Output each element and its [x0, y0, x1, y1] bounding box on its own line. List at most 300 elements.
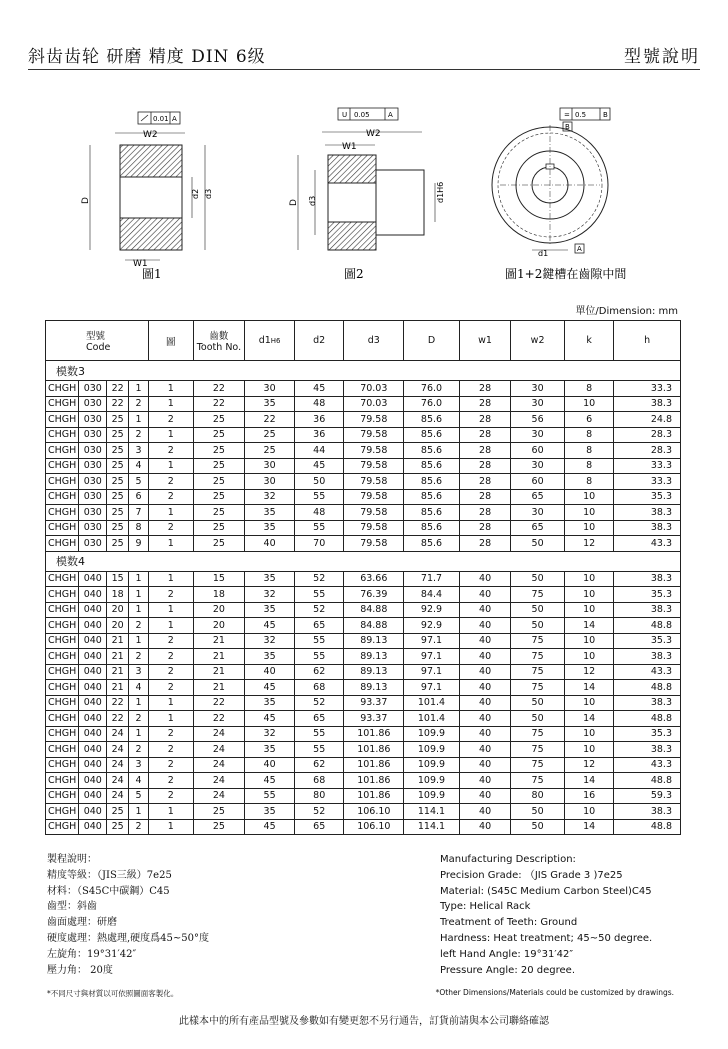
table-cell: 85.6	[404, 505, 460, 521]
table-cell: 14	[564, 819, 614, 835]
table-cell: 040	[79, 726, 107, 742]
description-en	[440, 852, 652, 978]
table-cell: 75	[511, 587, 565, 603]
table-cell: 32	[245, 726, 295, 742]
table-cell: 38.3	[614, 804, 681, 820]
table-cell: 60	[511, 443, 565, 459]
figure-1-label: 圖1	[142, 267, 162, 281]
table-cell: 24	[107, 757, 129, 773]
section-title: 模数4	[46, 551, 681, 571]
table-cell: 20	[107, 602, 129, 618]
table-cell: 1	[149, 458, 194, 474]
table-cell: 35.3	[614, 633, 681, 649]
table-row	[46, 804, 681, 820]
table-cell: 55	[245, 788, 295, 804]
table-cell: 1	[149, 618, 194, 634]
table-cell: 80	[294, 788, 344, 804]
table-cell: 40	[459, 680, 511, 696]
table-cell: 22	[107, 695, 129, 711]
table-cell: 50	[511, 695, 565, 711]
table-cell: 20	[107, 618, 129, 634]
table-cell: 3	[129, 664, 149, 680]
table-cell: 38.3	[614, 396, 681, 412]
table-cell: 25	[107, 819, 129, 835]
table-cell: 75	[511, 757, 565, 773]
table-cell: 25	[193, 443, 245, 459]
table-cell: 101.86	[344, 742, 404, 758]
table-cell: 40	[459, 664, 511, 680]
header-d1-sub: H6	[270, 337, 281, 345]
table-cell: 22	[245, 412, 295, 428]
table-cell: 2	[149, 489, 194, 505]
table-cell: CHGH	[46, 458, 79, 474]
desc-cn-line: 硬度處理：熱處理,硬度爲45~50°度	[47, 932, 210, 944]
table-cell: 1	[149, 711, 194, 727]
table-cell: 56	[511, 412, 565, 428]
table-cell: 48.8	[614, 773, 681, 789]
table-cell: 1	[129, 381, 149, 397]
table-cell: 62	[294, 664, 344, 680]
page-section-label: 型號說明	[624, 47, 700, 67]
table-cell: 28	[459, 474, 511, 490]
table-cell: 79.58	[344, 443, 404, 459]
table-cell: 89.13	[344, 664, 404, 680]
table-cell: CHGH	[46, 443, 79, 459]
table-row	[46, 711, 681, 727]
table-cell: CHGH	[46, 571, 79, 587]
table-cell: CHGH	[46, 427, 79, 443]
table-cell: 030	[79, 458, 107, 474]
table-cell: 040	[79, 602, 107, 618]
table-cell: 4	[129, 680, 149, 696]
table-cell: 106.10	[344, 804, 404, 820]
table-cell: 38.3	[614, 505, 681, 521]
fig3-datum: B	[603, 111, 608, 119]
table-cell: CHGH	[46, 757, 79, 773]
table-cell: CHGH	[46, 695, 79, 711]
table-cell: 43.3	[614, 536, 681, 552]
table-cell: 1	[129, 804, 149, 820]
table-cell: 30	[511, 427, 565, 443]
table-cell: 25	[193, 819, 245, 835]
table-cell: 75	[511, 726, 565, 742]
table-cell: CHGH	[46, 819, 79, 835]
table-cell: CHGH	[46, 773, 79, 789]
table-cell: 40	[459, 695, 511, 711]
table-cell: 25	[193, 505, 245, 521]
table-cell: 1	[149, 505, 194, 521]
table-cell: 48	[294, 505, 344, 521]
table-cell: 040	[79, 742, 107, 758]
header-d3: d3	[344, 321, 404, 361]
desc-cn-line: 精度等級：（JIS三級）7e25	[47, 869, 172, 881]
table-cell: 65	[294, 819, 344, 835]
table-cell: 25	[107, 427, 129, 443]
table-cell: 25	[193, 489, 245, 505]
table-cell: 16	[564, 788, 614, 804]
table-cell: 10	[564, 587, 614, 603]
table-cell: 62	[294, 757, 344, 773]
table-cell: 79.58	[344, 536, 404, 552]
table-cell: 109.9	[404, 742, 460, 758]
table-cell: 101.4	[404, 711, 460, 727]
table-cell: 38.3	[614, 520, 681, 536]
figure-3-label: 圖1+2鍵槽在齒隙中間	[505, 267, 627, 281]
table-cell: 24	[193, 788, 245, 804]
table-cell: 40	[459, 757, 511, 773]
table-cell: 30	[245, 458, 295, 474]
table-cell: 52	[294, 602, 344, 618]
table-cell: 75	[511, 633, 565, 649]
table-cell: 8	[564, 458, 614, 474]
table-cell: 40	[459, 602, 511, 618]
fig2-d3-label: d3	[308, 195, 317, 206]
desc-cn-line: 壓力角： 20度	[47, 964, 113, 976]
table-cell: 15	[107, 571, 129, 587]
table-cell: 25	[193, 520, 245, 536]
table-cell: 25	[107, 458, 129, 474]
table-cell: CHGH	[46, 711, 79, 727]
header-d1	[245, 321, 295, 361]
header-code	[46, 321, 149, 361]
table-cell: 70.03	[344, 396, 404, 412]
table-cell: 106.10	[344, 819, 404, 835]
unit-label: 單位/Dimension: mm	[575, 306, 678, 317]
table-cell: 25	[193, 474, 245, 490]
table-cell: 2	[129, 618, 149, 634]
table-row	[46, 443, 681, 459]
table-cell: 40	[245, 664, 295, 680]
fig2-w2-label: W2	[366, 129, 381, 139]
table-cell: 1	[129, 726, 149, 742]
table-cell: 30	[511, 381, 565, 397]
table-cell: 25	[193, 458, 245, 474]
table-cell: 8	[564, 474, 614, 490]
table-cell: 1	[149, 396, 194, 412]
table-cell: 22	[107, 396, 129, 412]
table-cell: 040	[79, 680, 107, 696]
table-cell: 21	[193, 649, 245, 665]
figure-2-drawing	[289, 108, 445, 250]
table-cell: 040	[79, 618, 107, 634]
table-cell: 75	[511, 680, 565, 696]
table-cell: 40	[245, 757, 295, 773]
table-cell: 12	[564, 664, 614, 680]
table-cell: 55	[294, 633, 344, 649]
table-row	[46, 664, 681, 680]
table-cell: CHGH	[46, 633, 79, 649]
table-cell: 20	[193, 618, 245, 634]
fig3-tolerance: 0.5	[575, 111, 587, 119]
table-cell: 89.13	[344, 633, 404, 649]
table-cell: 21	[193, 664, 245, 680]
table-cell: 40	[459, 649, 511, 665]
spec-table	[45, 320, 681, 835]
table-cell: 030	[79, 489, 107, 505]
table-cell: 79.58	[344, 427, 404, 443]
table-cell: 28.3	[614, 427, 681, 443]
table-cell: 55	[294, 726, 344, 742]
table-cell: 101.86	[344, 726, 404, 742]
table-cell: 45	[245, 711, 295, 727]
table-cell: 10	[564, 633, 614, 649]
table-cell: 28	[459, 427, 511, 443]
table-cell: 75	[511, 773, 565, 789]
table-cell: 22	[193, 711, 245, 727]
figure-1-drawing	[81, 112, 213, 269]
fig2-w1-label: W1	[342, 142, 357, 152]
table-cell: 40	[459, 819, 511, 835]
table-row	[46, 618, 681, 634]
table-cell: 040	[79, 711, 107, 727]
table-cell: 20	[193, 602, 245, 618]
fig1-w1-label: W1	[133, 259, 148, 269]
table-cell: 55	[294, 489, 344, 505]
table-cell: 24	[107, 742, 129, 758]
table-cell: 6	[129, 489, 149, 505]
table-cell: 35	[245, 649, 295, 665]
table-cell: 114.1	[404, 819, 460, 835]
table-row	[46, 381, 681, 397]
table-cell: 2	[149, 757, 194, 773]
table-cell: 79.58	[344, 412, 404, 428]
footer-disclaimer: 此樣本中的所有產品型號及參數如有變更恕不另行通告，訂貨前請與本公司聯絡確認	[179, 1016, 549, 1027]
table-cell: 85.6	[404, 536, 460, 552]
table-cell: 60	[511, 474, 565, 490]
table-cell: 10	[564, 742, 614, 758]
table-cell: 43.3	[614, 664, 681, 680]
header-w2: w2	[511, 321, 565, 361]
header-h: h	[614, 321, 681, 361]
table-cell: 75	[511, 742, 565, 758]
table-cell: 21	[193, 633, 245, 649]
table-cell: 109.9	[404, 788, 460, 804]
table-cell: 28.3	[614, 443, 681, 459]
table-cell: 85.6	[404, 427, 460, 443]
fig1-d3-label: d3	[204, 188, 213, 199]
fig2-d1h6-label: d1H6	[436, 181, 445, 203]
table-cell: 25	[107, 536, 129, 552]
table-cell: 10	[564, 520, 614, 536]
table-row	[46, 695, 681, 711]
table-cell: 25	[193, 536, 245, 552]
table-cell: 38.3	[614, 571, 681, 587]
table-cell: 79.58	[344, 489, 404, 505]
table-cell: 040	[79, 788, 107, 804]
table-cell: 30	[245, 381, 295, 397]
table-cell: 70	[294, 536, 344, 552]
table-row	[46, 742, 681, 758]
table-cell: 40	[459, 633, 511, 649]
fig2-tol-symbol: U	[342, 111, 348, 119]
table-cell: 2	[149, 773, 194, 789]
table-cell: 85.6	[404, 474, 460, 490]
table-cell: 5	[129, 474, 149, 490]
table-cell: 040	[79, 633, 107, 649]
table-cell: 71.7	[404, 571, 460, 587]
table-cell: 114.1	[404, 804, 460, 820]
table-cell: 85.6	[404, 458, 460, 474]
table-cell: 2	[149, 412, 194, 428]
table-cell: 36	[294, 412, 344, 428]
table-cell: 040	[79, 819, 107, 835]
table-cell: 30	[511, 396, 565, 412]
desc-cn-line: 齒型：斜齒	[47, 901, 97, 913]
table-cell: 33.3	[614, 381, 681, 397]
table-row	[46, 489, 681, 505]
table-cell: 1	[129, 587, 149, 603]
header-fig: 圖	[149, 321, 194, 361]
table-cell: 79.58	[344, 520, 404, 536]
table-cell: 1	[129, 633, 149, 649]
table-cell: 10	[564, 505, 614, 521]
table-cell: 65	[294, 711, 344, 727]
table-cell: 8	[564, 381, 614, 397]
table-cell: 040	[79, 649, 107, 665]
table-cell: 35	[245, 804, 295, 820]
table-cell: 030	[79, 520, 107, 536]
table-cell: 1	[149, 427, 194, 443]
section-row	[46, 551, 681, 571]
header-teeth	[193, 321, 245, 361]
table-cell: 93.37	[344, 711, 404, 727]
table-cell: 84.4	[404, 587, 460, 603]
table-cell: 28	[459, 412, 511, 428]
fig1-d2-label: d2	[191, 188, 200, 199]
table-cell: 14	[564, 680, 614, 696]
table-cell: 040	[79, 664, 107, 680]
table-cell: 25	[193, 804, 245, 820]
table-cell: 93.37	[344, 695, 404, 711]
table-cell: 2	[149, 788, 194, 804]
table-cell: 12	[564, 757, 614, 773]
table-cell: 50	[511, 618, 565, 634]
table-cell: 030	[79, 536, 107, 552]
figure-2-label: 圖2	[344, 267, 364, 281]
table-cell: 1	[149, 381, 194, 397]
header-d1-text: d1	[258, 335, 271, 346]
table-cell: 25	[107, 505, 129, 521]
table-cell: 2	[129, 819, 149, 835]
table-cell: CHGH	[46, 742, 79, 758]
table-cell: CHGH	[46, 726, 79, 742]
table-cell: 52	[294, 804, 344, 820]
table-cell: 40	[245, 536, 295, 552]
table-row	[46, 520, 681, 536]
desc-en-line: Material: (S45C Medium Carbon Steel)C45	[440, 885, 652, 897]
table-cell: 85.6	[404, 489, 460, 505]
table-cell: 030	[79, 412, 107, 428]
desc-en-line: Hardness: Heat treatment; 45~50 degree.	[440, 932, 653, 944]
description-cn	[47, 852, 209, 978]
table-cell: 109.9	[404, 726, 460, 742]
header-w1: w1	[459, 321, 511, 361]
table-cell: 21	[107, 633, 129, 649]
table-cell: 040	[79, 757, 107, 773]
table-cell: 33.3	[614, 474, 681, 490]
table-cell: 2	[129, 427, 149, 443]
table-cell: 14	[564, 711, 614, 727]
table-cell: 22	[193, 381, 245, 397]
table-cell: 55	[294, 520, 344, 536]
table-cell: 75	[511, 649, 565, 665]
table-cell: 040	[79, 773, 107, 789]
table-cell: 40	[459, 618, 511, 634]
table-cell: 28	[459, 381, 511, 397]
desc-cn-line: 左旋角：19°31′42″	[47, 948, 137, 960]
table-cell: CHGH	[46, 680, 79, 696]
table-cell: CHGH	[46, 649, 79, 665]
table-cell: 65	[511, 520, 565, 536]
table-cell: 68	[294, 680, 344, 696]
table-cell: CHGH	[46, 489, 79, 505]
table-cell: 48.8	[614, 711, 681, 727]
table-row	[46, 773, 681, 789]
fig1-tolerance: 0.01	[153, 115, 169, 123]
table-cell: 10	[564, 602, 614, 618]
table-cell: 40	[459, 742, 511, 758]
table-cell: 79.58	[344, 458, 404, 474]
table-cell: 40	[459, 711, 511, 727]
table-cell: 25	[193, 412, 245, 428]
fig3-d1-label: d1	[538, 249, 549, 258]
table-cell: 30	[245, 474, 295, 490]
table-cell: 2	[149, 443, 194, 459]
table-cell: 2	[129, 649, 149, 665]
drawings-svg	[60, 100, 680, 290]
table-cell: 28	[459, 396, 511, 412]
note-en: *Other Dimensions/Materials could be customized by drawings.	[435, 988, 674, 997]
table-cell: 25	[245, 443, 295, 459]
fig3-A-label: A	[577, 245, 582, 253]
table-cell: 79.58	[344, 474, 404, 490]
table-cell: 35.3	[614, 587, 681, 603]
table-cell: 38.3	[614, 695, 681, 711]
table-cell: 22	[107, 381, 129, 397]
table-cell: 84.88	[344, 618, 404, 634]
table-cell: 21	[107, 680, 129, 696]
page-title: 斜齿齿轮 研磨 精度 DIN 6级	[28, 47, 266, 67]
table-cell: 2	[149, 587, 194, 603]
table-row	[46, 396, 681, 412]
table-cell: 28	[459, 505, 511, 521]
table-cell: 10	[564, 695, 614, 711]
table-cell: 25	[107, 520, 129, 536]
table-cell: 38.3	[614, 602, 681, 618]
table-cell: 10	[564, 804, 614, 820]
table-cell: 35.3	[614, 726, 681, 742]
table-cell: 1	[149, 819, 194, 835]
desc-en-line: Manufacturing Description:	[440, 854, 576, 865]
table-cell: 68	[294, 773, 344, 789]
table-cell: 84.88	[344, 602, 404, 618]
table-row	[46, 571, 681, 587]
table-cell: 32	[245, 587, 295, 603]
fig1-datum: A	[172, 115, 177, 123]
table-cell: 55	[294, 742, 344, 758]
table-cell: 52	[294, 571, 344, 587]
figure-3-drawing	[492, 108, 610, 258]
table-cell: CHGH	[46, 587, 79, 603]
header-D: D	[404, 321, 460, 361]
table-cell: 89.13	[344, 649, 404, 665]
table-cell: 76.0	[404, 381, 460, 397]
table-cell: CHGH	[46, 788, 79, 804]
table-cell: 24	[193, 742, 245, 758]
table-cell: 2	[129, 396, 149, 412]
table-cell: 30	[511, 458, 565, 474]
table-cell: 040	[79, 695, 107, 711]
